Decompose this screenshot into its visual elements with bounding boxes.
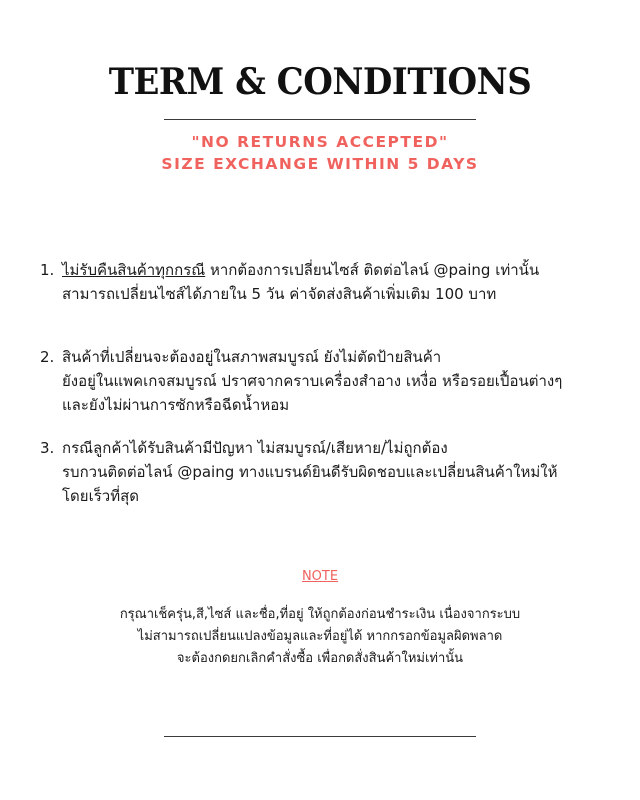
condition-item-3 xyxy=(40,436,620,508)
note-line: กรุณาเช็ครุ่น,สี,ไซส์ และชื่อ,ที่อยู่ ให้ถูกต้องก่อนชำระเงิน เนื่องจากระบบ xyxy=(119,607,521,622)
note-line: จะต้องกดยกเลิกคำสั่งซื้อ เพื่อกดสั่งสินค้าใหม่เท่านั้น xyxy=(176,651,464,666)
condition-number: 3. xyxy=(40,439,55,457)
condition-line xyxy=(40,258,620,282)
condition-text: หากต้องการเปลี่ยนไซส์ ติดต่อไลน์ @paing เท่านั้น xyxy=(205,261,540,279)
condition-line: สามารถเปลี่ยนไซส์ได้ภายใน 5 วัน ค่าจัดส่งสินค้าเพิ่มเติม 100 บาท xyxy=(62,285,497,303)
condition-item-1 xyxy=(40,258,620,306)
condition-number: 1. xyxy=(40,261,55,279)
size-exchange-notice: SIZE EXCHANGE WITHIN 5 DAYS xyxy=(161,155,479,173)
condition-line: กรณีลูกค้าได้รับสินค้ามีปัญหา ไม่สมบูรณ์/เสียหาย/ไม่ถูกต้อง xyxy=(62,439,448,457)
title-divider xyxy=(164,119,476,120)
condition-line: ยังอยู่ในแพคเกจสมบูรณ์ ปราศจากคราบเครื่องสำอาง เหงื่อ หรือรอยเปื้อนต่างๆ xyxy=(62,372,563,390)
note-line: ไม่สามารถเปลี่ยนแปลงข้อมูลและที่อยู่ได้ หากกรอกข้อมูลผิดพลาด xyxy=(137,629,503,644)
condition-line: รบกวนติดต่อไลน์ @paing ทางแบรนด์ยินดีรับผิดชอบและเปลี่ยนสินค้าใหม่ให้ xyxy=(62,463,558,481)
condition-underlined-text: ไม่รับคืนสินค้าทุกกรณี xyxy=(62,261,206,279)
footer-divider xyxy=(164,736,476,737)
condition-line: และยังไม่ผ่านการซักหรือฉีดน้ำหอม xyxy=(62,396,290,414)
no-returns-notice: "NO RETURNS ACCEPTED" xyxy=(191,133,449,151)
condition-line: สินค้าที่เปลี่ยนจะต้องอยู่ในสภาพสมบูรณ์ ยังไม่ตัดป้ายสินค้า xyxy=(62,348,442,366)
condition-number: 2. xyxy=(40,348,55,366)
condition-item-2 xyxy=(40,345,620,417)
note-heading: NOTE xyxy=(301,569,339,584)
condition-line: โดยเร็วที่สุด xyxy=(62,487,139,505)
note-body xyxy=(0,604,640,670)
page-title: TERM & CONDITIONS xyxy=(108,60,532,104)
